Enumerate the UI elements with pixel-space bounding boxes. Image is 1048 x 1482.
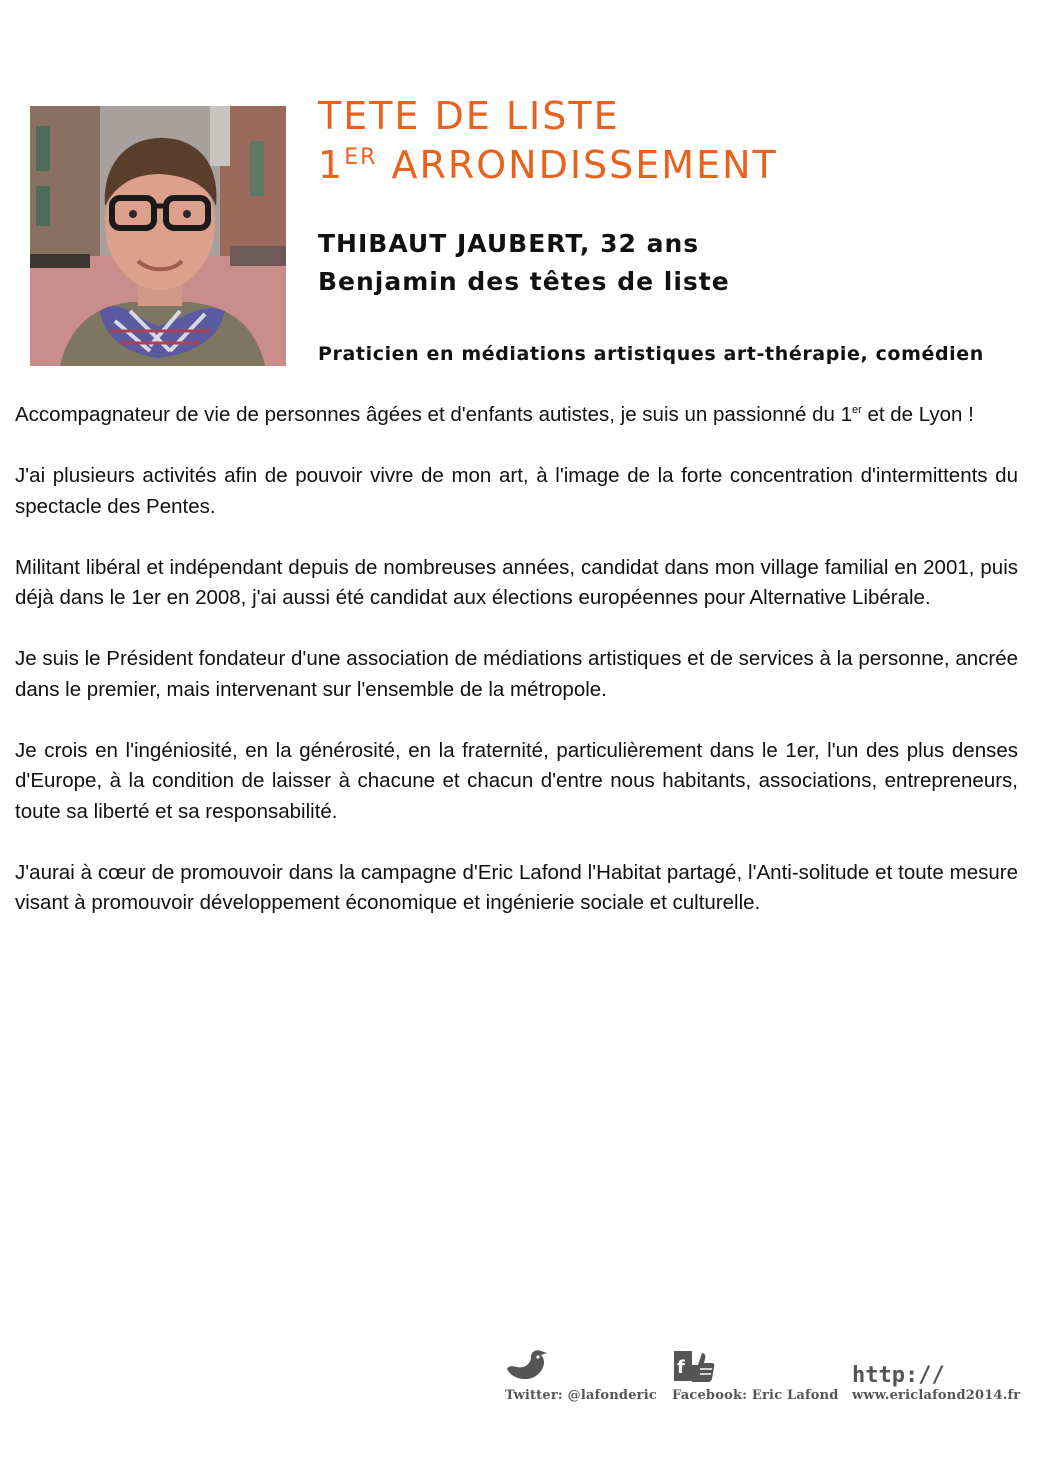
thumbs-up-icon <box>672 1349 716 1389</box>
title-line-2 <box>318 143 778 187</box>
page-title <box>318 92 778 190</box>
biography <box>15 400 1018 949</box>
bio-paragraph-1 <box>15 400 1018 431</box>
footer <box>0 1345 1048 1405</box>
bio-p1-sup: er <box>852 404 862 416</box>
candidate-photo <box>30 106 286 366</box>
candidate-subtitle: Benjamin des têtes de liste <box>318 267 730 296</box>
title-ordinal: ER <box>344 145 378 170</box>
bio-paragraph-3: Militant libéral et indépendant depuis de nombreuses années, candidat dans mon village familial en 2001, puis déjà dans le 1er en 2008, j'ai aussi été candidat aux élections européennes pour Alternative Libérale. <box>15 555 1018 609</box>
twitter-label: Twitter: @lafonderic <box>505 1388 657 1403</box>
svg-text:f: f <box>677 1357 685 1378</box>
facebook-label: Facebook: Eric Lafond <box>672 1388 839 1403</box>
bio-paragraph-2: J'ai plusieurs activités afin de pouvoir vivre de mon art, à l'image de la forte concentration d'intermittents du spectacle des Pentes. <box>15 464 1018 518</box>
bio-p1-end: et de Lyon ! <box>861 403 974 426</box>
bird-icon <box>505 1349 549 1389</box>
bio-paragraph-4: Je suis le Président fondateur d'une association de médiations artistiques et de services à la personne, ancrée dans le premier, mais intervenant sur l'ensemble de la métropole. <box>15 647 1018 701</box>
website-label: www.ericlafond2014.fr <box>852 1388 1021 1403</box>
candidate-profession: Praticien en médiations artistiques art-thérapie, comédien <box>318 343 984 365</box>
bio-p1-start: Accompagnateur de vie de personnes âgées et d'enfants autistes, je suis un passionné du 1 <box>15 403 852 426</box>
candidate-heading <box>318 225 730 301</box>
http-label: http:// <box>852 1363 945 1388</box>
title-arrondissement: ARRONDISSEMENT <box>377 143 778 187</box>
candidate-name: THIBAUT JAUBERT, 32 ans <box>318 229 700 258</box>
bio-paragraph-5: Je crois en l'ingéniosité, en la générosité, en la fraternité, particulièrement dans le 1er, l'un des plus denses d'Europe, à la condition de laisser à chacune et chacun d'entre nous habitants, associations, entrepreneurs, toute sa liberté et sa responsabilité. <box>15 738 1018 823</box>
title-number: 1 <box>318 143 345 187</box>
bio-paragraph-6: J'aurai à cœur de promouvoir dans la campagne d'Eric Lafond l'Habitat partagé, l'Anti-solitude et toute mesure visant à promouvoir développement économique et ingénierie sociale et culturelle. <box>15 860 1018 914</box>
title-line-1: TETE DE LISTE <box>318 94 620 138</box>
